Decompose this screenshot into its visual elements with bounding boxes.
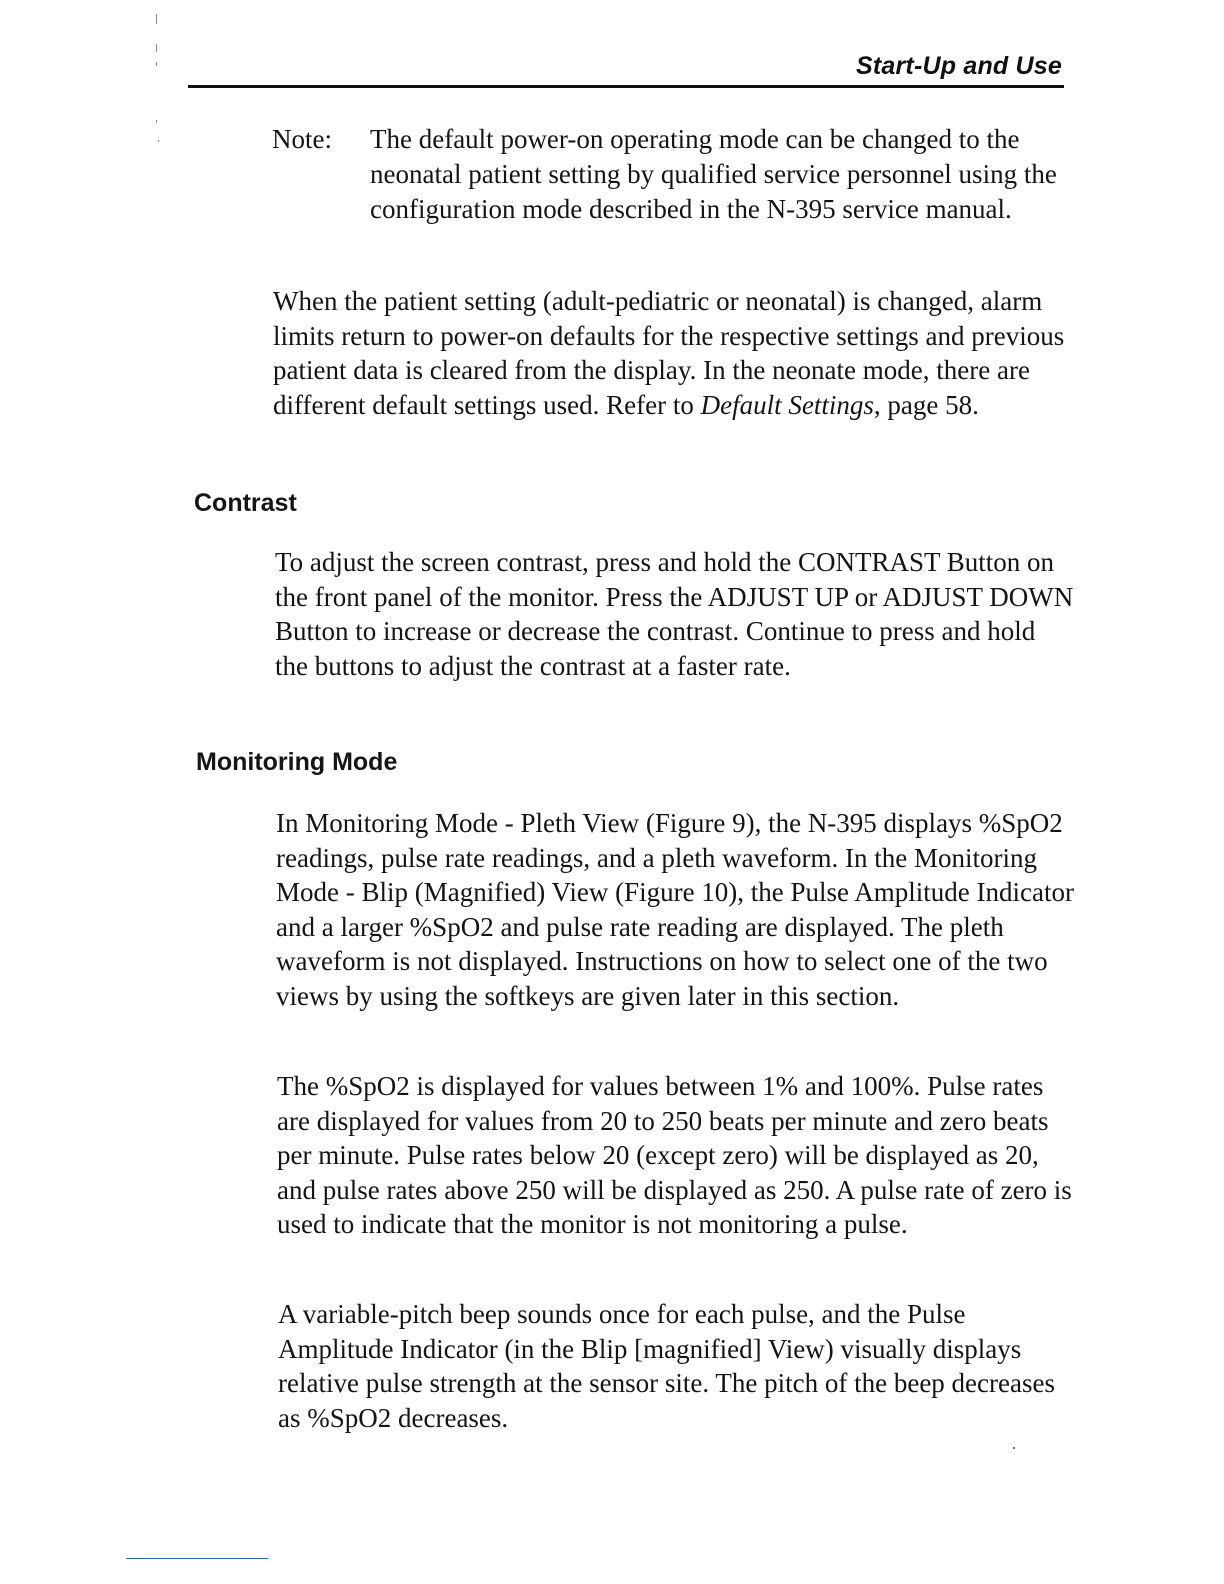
scan-speck	[156, 62, 157, 66]
contrast-paragraph: To adjust the screen contrast, press and hold the CONTRAST Button on the front panel of the monitor. Press the ADJUST UP or ADJUST DOWN Button to increase or decrease the contrast. Continue to press and hold the buttons to adjust the contrast at a faster rate.	[275, 547, 1074, 681]
patient-setting-paragraph	[273, 284, 1073, 422]
note-block	[272, 122, 1072, 227]
monitoring-paragraph-beep: A variable-pitch beep sounds once for each pulse, and the Pulse Amplitude Indicator (in the Blip [magnified] View) visually displays relative pulse strength at the sensor site. The pitch of the beep decreases as %SpO2 decreases.	[278, 1299, 1055, 1433]
monitoring-mode-heading: Monitoring Mode	[196, 748, 398, 776]
scan-speck	[156, 120, 157, 123]
page-reference-text: , page 58.	[873, 389, 979, 420]
header-rule	[188, 85, 1064, 88]
scan-dot	[1013, 1447, 1015, 1449]
monitoring-paragraph-views: In Monitoring Mode - Pleth View (Figure 9), the N-395 displays %SpO2 readings, pulse rate readings, and a pleth waveform. In the Monitoring Mode - Blip (Magnified) View (Figure 10), the Pulse Amplitude Indicator and a larger %SpO2 and pulse rate reading are displayed. The pleth waveform is not displayed. Instructions on how to select one of the two views by using the softkeys are given later in this section.	[276, 808, 1074, 1011]
patient-setting-text: When the patient setting (adult-pediatric or neonatal) is changed, alarm limits return to power-on defaults for the respective settings and previous patient data is cleared from the display. In the neonate mode, there are different default settings used. Refer to	[273, 286, 1065, 420]
scan-speck	[158, 140, 159, 142]
footer-rule	[126, 1558, 268, 1559]
scan-speck	[156, 14, 157, 24]
default-settings-reference: Default Settings	[700, 389, 874, 420]
note-label: Note:	[272, 124, 332, 154]
contrast-heading: Contrast	[194, 489, 297, 517]
note-text: The default power-on operating mode can be changed to the neonatal patient setting by qualified service personnel using the configuration mode described in the N-395 service manual.	[370, 124, 1057, 224]
monitoring-paragraph-ranges: The %SpO2 is displayed for values between 1% and 100%. Pulse rates are displayed for values from 20 to 250 beats per minute and zero beats per minute. Pulse rates below 20 (except zero) will be displayed as 20, and pulse rates above 250 will be displayed as 250. A pulse rate of zero is used to indicate that the monitor is not monitoring a pulse.	[277, 1071, 1072, 1240]
scan-speck	[156, 44, 157, 52]
running-header-title: Start-Up and Use	[855, 52, 1062, 80]
